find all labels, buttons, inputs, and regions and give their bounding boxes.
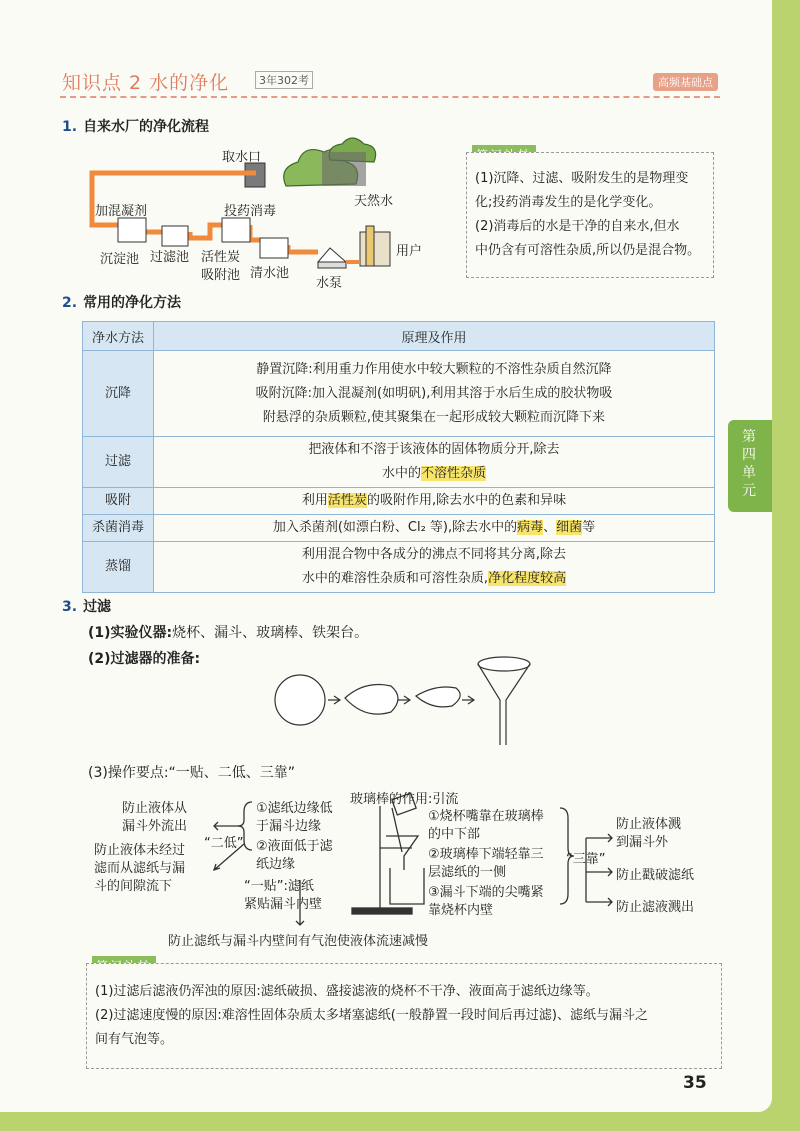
table-row: 吸附 利用活性炭的吸附作用,除去水中的色素和异味 bbox=[83, 488, 715, 515]
settle-label: 沉淀池 bbox=[100, 252, 140, 267]
col-method: 净水方法 bbox=[83, 322, 154, 351]
building-icon bbox=[366, 226, 374, 266]
coagulant-label: 加混凝剂 bbox=[95, 204, 148, 219]
arrow-icon bbox=[328, 696, 340, 704]
user-label: 用户 bbox=[396, 244, 423, 259]
glass-rod-label: 玻璃棒的作用:引流 bbox=[350, 792, 459, 807]
disinfect-label: 投药消毒 bbox=[224, 204, 277, 219]
table-row: 蒸馏 利用混合物中各成分的沸点不同将其分离,除去 水中的难溶性杂质和可溶性杂质,净化程度较高 bbox=[83, 542, 715, 593]
table-row: 沉降 静置沉降:利用重力作用使水中较大颗粒的不溶性杂质自然沉降 吸附沉降:加入混凝剂(如明矾),利用其溶于水后生成的胶状物吸 附悬浮的杂质颗粒,使其聚集在一起形成较大颗粒而沉降下来 bbox=[83, 351, 715, 437]
hill-rect bbox=[322, 152, 366, 186]
item-key-points: (3)操作要点:“一贴、二低、三靠” bbox=[88, 765, 296, 781]
section-1-heading: 1. 自来水厂的净化流程 bbox=[62, 119, 210, 135]
half-fold bbox=[345, 685, 398, 715]
carbon-label-1: 活性炭 bbox=[201, 250, 241, 265]
arrow-left bbox=[214, 822, 240, 830]
item-filter-prep: (2)过滤器的准备: bbox=[88, 651, 201, 667]
filter-paper-circle bbox=[275, 675, 325, 725]
filter-label: 过滤池 bbox=[150, 250, 190, 265]
page-number: 35 bbox=[683, 1073, 707, 1093]
arrow-right bbox=[586, 834, 612, 842]
table-header-row bbox=[83, 322, 715, 351]
unit-side-tab[interactable]: 第四单元 bbox=[728, 420, 772, 512]
carbon-tank bbox=[222, 218, 250, 242]
one-stick-label: “一贴”:滤纸 紧贴漏斗内壁 bbox=[244, 879, 323, 912]
arrow-icon bbox=[398, 696, 410, 704]
table-row: 过滤 把液体和不溶于该液体的固体物质分开,除去 水中的不溶性杂质 bbox=[83, 437, 715, 488]
purification-methods-table bbox=[82, 321, 715, 593]
note-box-2: (1)过滤后滤液仍浑浊的原因:滤纸破损、盛接滤液的烧杯不干净、液面高于滤纸边缘等。 (2)过滤速度慢的原因:难溶性固体杂质太多堵塞滤纸(一般静置一段时间后再过滤)、滤纸与漏斗之 间有气泡等。 bbox=[86, 963, 722, 1069]
quarter-fold bbox=[416, 687, 460, 707]
intake-label: 取水口 bbox=[222, 150, 262, 165]
funnel bbox=[386, 836, 418, 870]
lean-point-3: ③漏斗下端的尖嘴紧 靠烧杯内壁 bbox=[428, 885, 544, 918]
building-icon bbox=[360, 232, 390, 266]
arrow-icon bbox=[462, 696, 474, 704]
col-principle: 原理及作用 bbox=[154, 322, 715, 351]
item-instruments: (1)实验仪器:烧杯、漏斗、玻璃棒、铁架台。 bbox=[88, 625, 369, 641]
left-purpose-1: 防止液体从 漏斗外流出 bbox=[122, 801, 188, 834]
frequency-tag: 高频基础点 bbox=[653, 73, 718, 91]
knowledge-title: 知识点 2 水的净化 bbox=[62, 72, 230, 94]
stand-base bbox=[352, 908, 412, 914]
funnel-body bbox=[478, 664, 530, 745]
filter-folding-diagram bbox=[275, 657, 530, 745]
pump-house bbox=[318, 248, 346, 262]
two-lows-label: “二低” bbox=[204, 836, 244, 851]
table-row: 杀菌消毒 加入杀菌剂(如漂白粉、Cl₂ 等),除去水中的病毒、细菌等 bbox=[83, 515, 715, 542]
right-purpose-1: 防止液体溅 到漏斗外 bbox=[616, 817, 682, 850]
natural-water-label: 天然水 bbox=[354, 194, 394, 209]
left-purpose-2: 防止液体未经过 滤而从滤纸与漏 斗的间隙流下 bbox=[94, 843, 186, 894]
exam-frequency-badge: 3年302考 bbox=[255, 71, 313, 89]
note-box-1: (1)沉降、过滤、吸附发生的是物理变 化;投药消毒发生的是化学变化。 (2)消毒后的水是干净的自来水,但水 中仍含有可溶性杂质,所以仍是混合物。 bbox=[466, 152, 714, 278]
three-leans-label: “三靠” bbox=[566, 852, 606, 867]
carbon-label-2: 吸附池 bbox=[201, 268, 241, 283]
funnel-top bbox=[478, 657, 530, 671]
lean-point-2: ②玻璃棒下端轻靠三 层滤纸的一侧 bbox=[428, 847, 544, 880]
lean-point-1: ①烧杯嘴靠在玻璃棒 的中下部 bbox=[428, 809, 544, 842]
filter-tank bbox=[162, 226, 188, 246]
low-point-2: ②液面低于滤 纸边缘 bbox=[256, 839, 333, 872]
low-point-1: ①滤纸边缘低 于漏斗边缘 bbox=[256, 801, 333, 834]
pump-label: 水泵 bbox=[316, 276, 343, 291]
right-purpose-3: 防止滤液溅出 bbox=[616, 900, 695, 915]
section-3-heading: 3. 过滤 bbox=[62, 599, 112, 615]
right-purpose-2: 防止戳破滤纸 bbox=[616, 868, 695, 883]
bubble-note: 防止滤纸与漏斗内壁间有气泡使液体流速减慢 bbox=[168, 934, 429, 949]
pump-body bbox=[318, 262, 346, 268]
settle-tank bbox=[118, 218, 146, 242]
section-2-heading: 2. 常用的净化方法 bbox=[62, 295, 182, 311]
receiving-beaker bbox=[390, 868, 424, 904]
clear-label: 清水池 bbox=[250, 266, 290, 281]
clear-tank bbox=[260, 238, 288, 258]
